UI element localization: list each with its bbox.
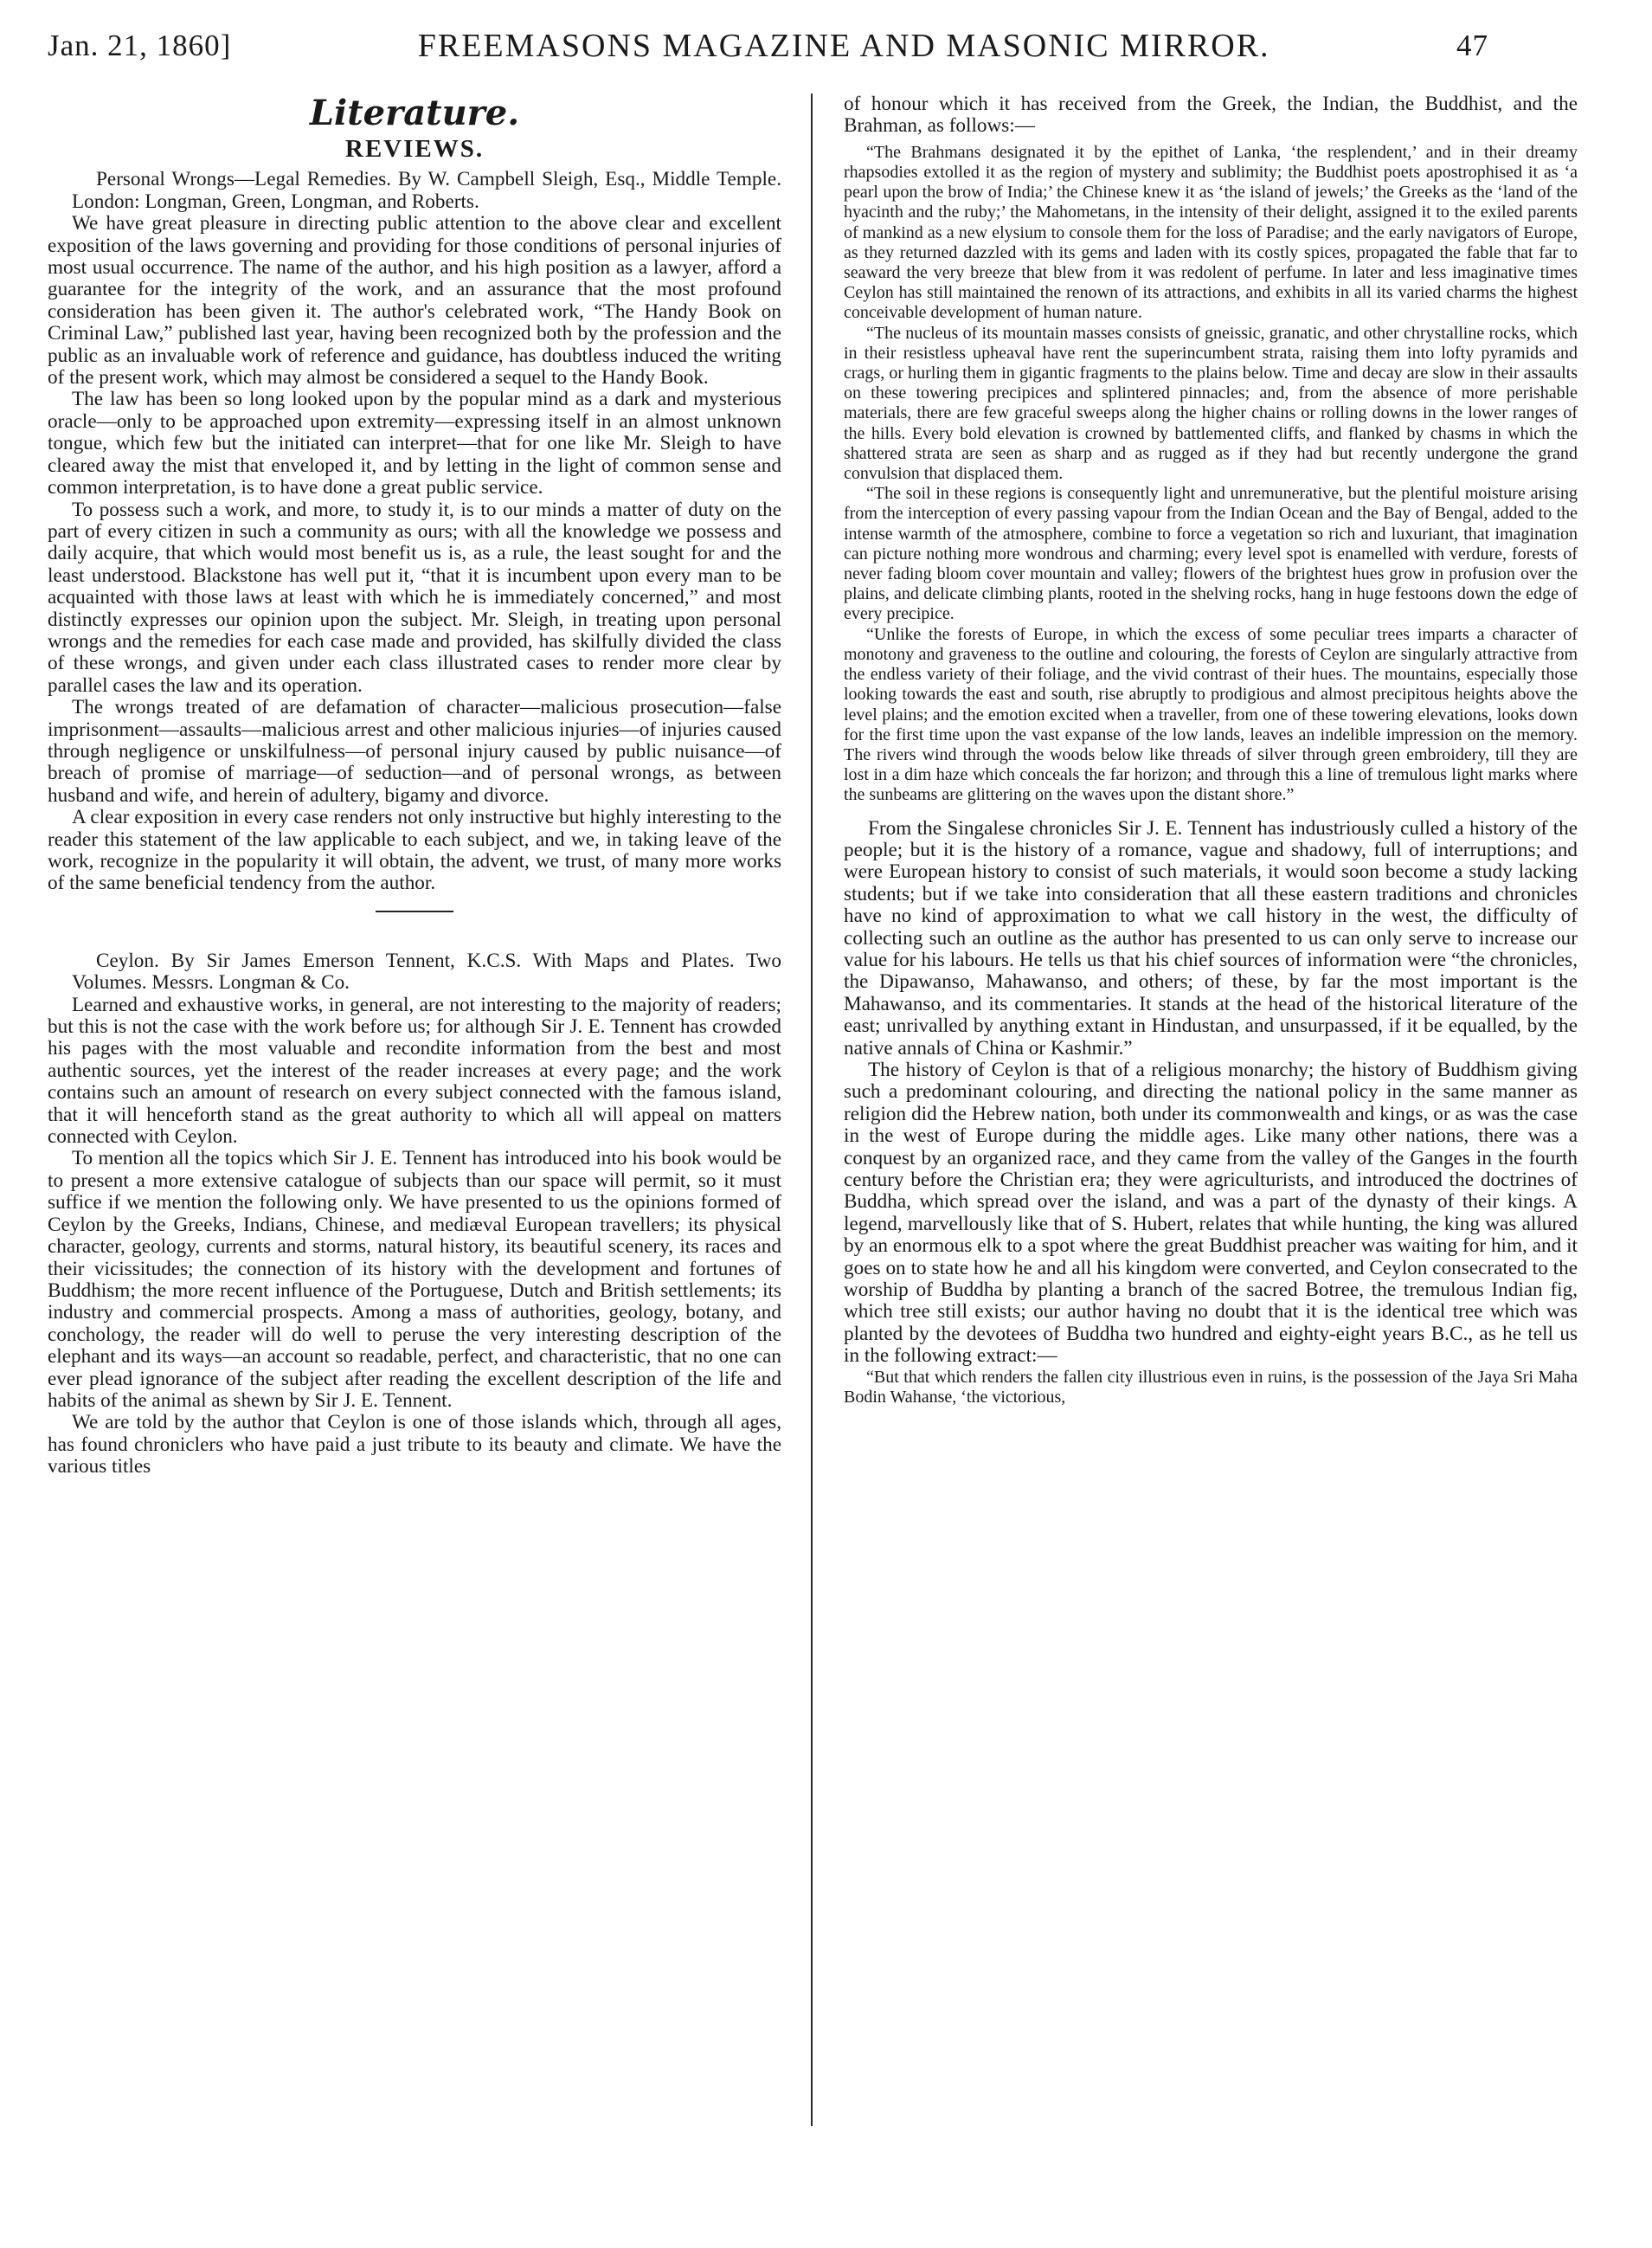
- block-quote: [844, 1368, 1578, 1407]
- review-paragraph: We have great pleasure in directing public attention to the above clear and excellent exposition of the laws governing and providing for those conditions of personal injuries of most usual occurrence. The name of the author, and his high position as a lawyer, afford a guarantee for the integrity of the work, and an assurance that the most profound consideration has been given it. The author's celebrated work, “The Handy Book on Criminal Law,” published last year, having been recognized both by the profession and the public as an invaluable work of reference and guidance, has doubtless induced the writing of the present work, which may almost be considered a sequel to the Handy Book.: [48, 212, 781, 390]
- block-quote: [844, 143, 1578, 806]
- publication-title: FREEMASONS MAGAZINE AND MASONIC MIRROR.: [417, 28, 1270, 64]
- quote-paragraph: “The soil in these regions is consequently light and unremunerative, but the plentiful moisture arising from the interception of every passing vapour from the Indian Ocean and the Bay of Bengal, added to the intense warmth of the atmosphere, combine to force a vegetation so rich and luxuriant, that imagination can picture nothing more wondrous and charming; every level spot is enamelled with verdure, forests of never fading bloom cover mountain and valley; flowers of the brightest hues grow in profusion over the plains, and delicate climbing plants, rooted in the shelving rocks, hang in huge festoons down the edge of every precipice.: [844, 484, 1578, 624]
- review-paragraph: To possess such a work, and more, to study it, is to our minds a matter of duty on the part of every citizen in such a community as ours; with all the knowledge we possess and daily acquire, that which would most benefit us is, as a rule, the least sought for and the least understood. Blackstone has well put it, “that it is incumbent upon every man to be acquainted with those laws at least with which he is immediately concerned,” and most distinctly expresses our opinion upon the subject. Mr. Sleigh, in treating upon personal wrongs and the remedies for each case made and provided, has skilfully divided the class of these wrongs, and given under each class illustrated cases to render more clear by parallel cases the law and its operation.: [48, 498, 781, 697]
- column-divider: [811, 93, 813, 2126]
- separator-rule: [376, 911, 453, 912]
- review-paragraph: We are told by the author that Ceylon is one of those islands which, through all ages, has found chroniclers who have paid a just tribute to its beauty and climate. We have the various titles: [48, 1411, 781, 1478]
- review-paragraph: The wrongs treated of are defamation of character—malicious prosecution—false imprisonment—assaults—malicious arrest and other malicious injuries—of injuries caused through negligence or unskilfulness—of personal injury caused by public nuisance—of breach of promise of marriage—of seduction—and of personal wrongs, as between husband and wife, and herein of adultery, bigamy and divorce.: [48, 696, 781, 807]
- continued-paragraph: of honour which it has received from the Greek, the Indian, the Buddhist, and the Brahman, as follows:—: [844, 93, 1578, 138]
- review-paragraph: To mention all the topics which Sir J. E. Tennent has introduced into his book would be to present a more extensive catalogue of subjects than our space will permit, so it must suffice if we mention the following only. We have presented to us the opinions formed of Ceylon by the Greeks, Indians, Chinese, and mediæval European travellers; its physical character, geology, currents and storms, natural history, its beautiful scenery, its races and their vicissitudes; the connection of its history with the development and fortunes of Buddhism; the more recent influence of the Portuguese, Dutch and British settlements; its industry and commercial prospects. Among a mass of authorities, geology, botany, and conchology, the reader will do well to peruse the very interesting description of the elephant and its ways—an account so readable, perfect, and characteristic, that no one can ever plead ignorance of the subject after reading the excellent description of the life and habits of the animal as shewn by Sir J. E. Tennent.: [48, 1147, 781, 1412]
- review-paragraph: The law has been so long looked upon by the popular mind as a dark and mysterious oracle—only to be approached upon extremity—expressing itself in an almost unknown tongue, which few but the initiated can interpret—that for one like Mr. Sleigh to have cleared away the mist that enveloped it, and by letting in the light of common sense and common interpretation, is to have done a great public service.: [48, 388, 781, 499]
- spacer: [844, 806, 1578, 818]
- reviews-subheading: REVIEWS.: [344, 135, 485, 163]
- review-paragraph: A clear exposition in every case renders not only instructive but highly interesting to the reader this statement of the law applicable to each subject, and we, in taking leave of the work, recognize in the popularity it will obtain, the advent, we trust, of many more works of the same beneficial tendency from the author.: [48, 806, 781, 895]
- review-paragraph: Learned and exhaustive works, in general, are not interesting to the majority of readers; but this is not the case with the work before us; for although Sir J. E. Tennent has crowded his pages with the most valuable and recondite information from the best and most authentic sources, yet the interest of the reader increases at every page; and the work contains such an amount of research on every subject connected with the famous island, that it will henceforth stand as the great authority to which all will appeal on matters connected with Ceylon.: [48, 993, 781, 1149]
- quote-paragraph: “The nucleus of its mountain masses consists of gneissic, granatic, and other chrystalline rocks, which in their resistless upheaval have rent the superincumbent strata, raising them into lofty pyramids and crags, or hurling them in gigantic fragments to the plains below. Time and decay are slow in their assaults on these towering precipices and splintered pinnacles; and, from the absence of more perishable materials, there are few graceful sweeps along the higher chains or rolling downs in the lower ranges of the hills. Every bold elevation is crowned by battlemented cliffs, and flanked by chasms in which the shattered strata are seen as sharp and as rugged as if they had but recently undergone the grand convulsion that displaced them.: [844, 323, 1578, 484]
- quote-paragraph: “But that which renders the fallen city illustrious even in ruins, is the possession of the Jaya Sri Maha Bodin Wahanse, ‘the victorious,: [844, 1367, 1578, 1407]
- left-column: [48, 93, 781, 1478]
- review-citation: Personal Wrongs—Legal Remedies. By W. Campbell Sleigh, Esq., Middle Temple. London: Longman, Green, Longman, and Roberts.: [72, 168, 781, 213]
- issue-date: Jan. 21, 1860]: [48, 29, 232, 62]
- section-heading: Literature.: [309, 93, 520, 133]
- body-paragraph: From the Singalese chronicles Sir J. E. Tennent has industriously culled a history of the people; but it is the history of a romance, vague and shadowy, full of interruptions; and were European history to consist of such materials, it would soon become a study lacking students; but if we take into consideration that all these eastern traditions and chronicles have no kind of approximation to what we call history in the west, the difficulty of collecting such an outline as the author has presented to us can only serve to increase our value for his labours. He tells us that his chief sources of information were “the chronicles, the Dipawanso, Mahawanso, and others; of these, by far the most important is the Mahawanso, and its commentaries. It stands at the head of the historical literature of the east; unrivalled by anything extant in Hindustan, and unsurpassed, if it be equalled, by the native annals of China or Kashmir.”: [844, 816, 1578, 1060]
- body-paragraph: The history of Ceylon is that of a religious monarchy; the history of Buddhism giving such a predominant colouring, and directing the national policy in the same manner as religion did the Hebrew nation, both under its commonwealth and kings, or as was the case in the west of Europe during the middle ages. Like many other nations, there was a conquest by an organized race, and they came from the valley of the Ganges in the fourth century before the Christian era; they were agriculturists, and introduced the doctrines of Buddha, which spread over the island, and was a part of the dynasty of their kings. A legend, marvellously like that of S. Hubert, relates that while hunting, the king was allured by an enormous elk to a spot where the great Buddhist preacher was waiting for him, and it goes on to state how he and all his kingdom were converted, and Ceylon consecrated to the worship of Buddha by planting a branch of the sacred Botree, the tremulous Indian fig, which tree still exists; our author having no doubt that it is the identical tree which was planted by the devotees of Buddha two hundred and eighty-eight years B.C., as he tell us in the following extract:—: [844, 1058, 1578, 1368]
- quote-paragraph: “The Brahmans designated it by the epithet of Lanka, ‘the resplendent,’ and in their dreamy rhapsodies extolled it as the region of mystery and sublimity; the Buddhist poets apostrophised it as ‘a pearl upon the brow of India;’ the Chinese knew it as ‘the island of jewels;’ the Greeks as the ‘land of the hyacinth and the ruby;’ the Mahometans, in the intensity of their delight, assigned it to the exiled parents of mankind as a new elysium to console them for the loss of Paradise; and the early navigators of Europe, as they returned dazzled with its gems and laden with its costly spices, propagated the fable that far to seaward the very breeze that blew from it was redolent of perfume. In later and less imaginative times Ceylon has still maintained the renown of its attractions, and exhibits in all its varied charms the highest conceivable development of human nature.: [844, 142, 1578, 323]
- page-number: 47: [1456, 29, 1488, 62]
- review-citation: Ceylon. By Sir James Emerson Tennent, K.C.S. With Maps and Plates. Two Volumes. Messrs. Longman & Co.: [72, 949, 781, 995]
- page-header: [48, 19, 1488, 73]
- quote-paragraph: “Unlike the forests of Europe, in which the excess of some peculiar trees imparts a character of monotony and graveness to the outline and colouring, the forests of Ceylon are singularly attractive from the endless variety of their foliage, and the vivid contrast of their hues. The mountains, especially those looking towards the east and south, rise abruptly to prodigious and almost precipitous heights above the level plains; and the emotion excited when a traveller, from one of these towering elevations, looks down for the first time upon the vast expanse of the low lands, leaves an indelible impression on the memory. The rivers wind through the woods below like threads of silver through green embroidery, till they are lost in a dim haze which conceals the far horizon; and through this a line of tremulous light marks where the sunbeams are glittering on the waves upon the distant shore.”: [844, 624, 1578, 805]
- right-column: [844, 93, 1578, 1407]
